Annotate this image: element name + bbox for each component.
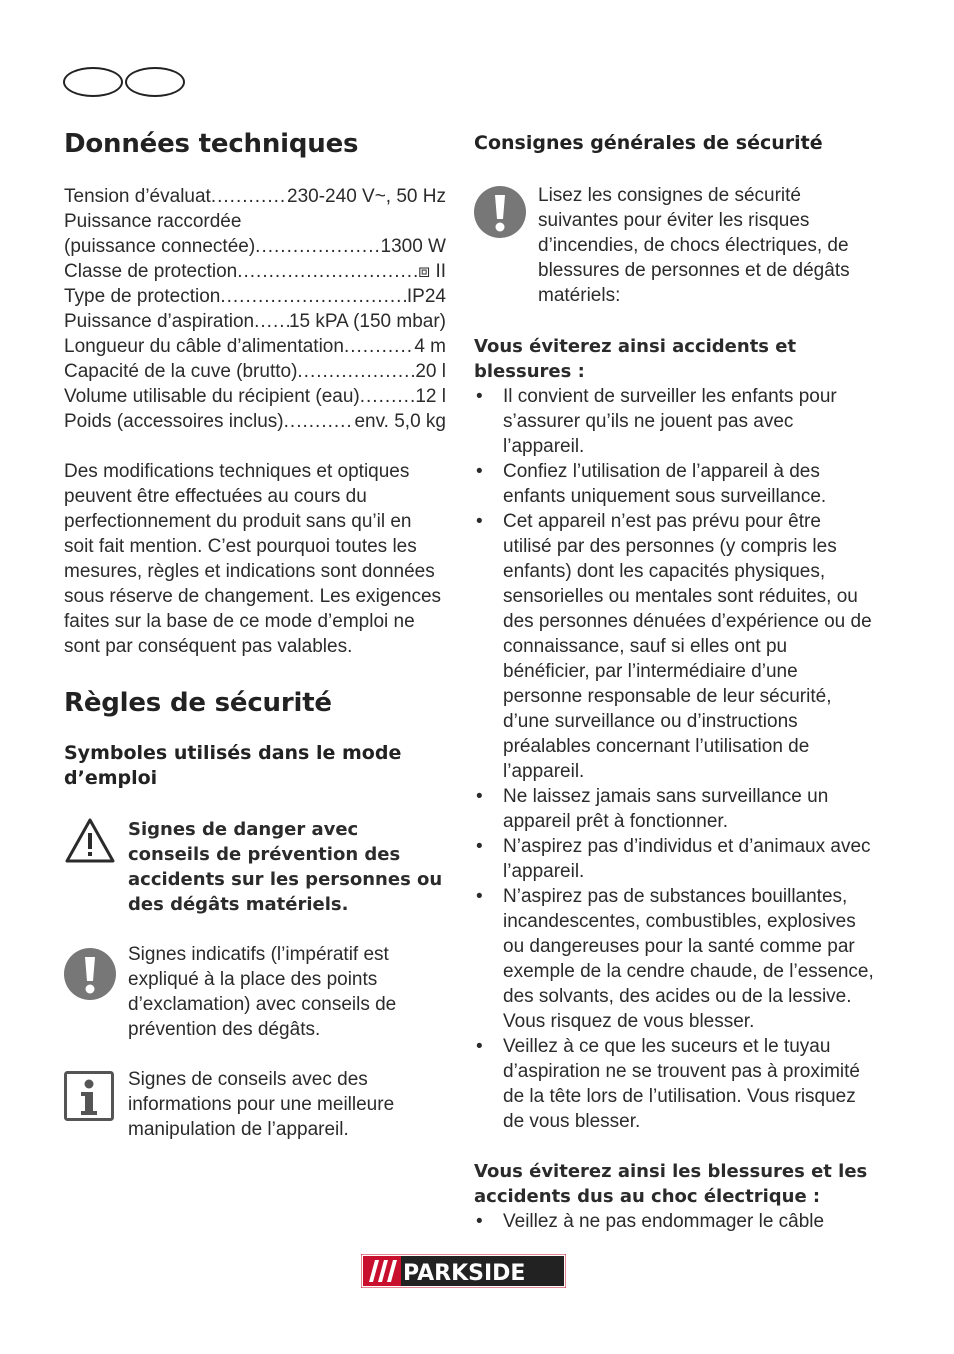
- list-item: • Veillez à ce que les suceurs et le tuyau d’aspiration ne se trouvent pas à proximité de la tête lors de l’utilisation. Vous risquez de vous blesser.: [474, 1034, 874, 1134]
- language-ovals: [63, 67, 189, 99]
- accidents-heading: Vous éviterez ainsi accidents et blessures :: [474, 336, 797, 382]
- symbol-item-indicative: [64, 942, 446, 1042]
- list-item: • Confiez l’utilisation de l’appareil à des enfants uniquement sous surveillance.: [474, 459, 874, 509]
- info-box-icon: [64, 1067, 128, 1130]
- language-oval-right: [125, 67, 185, 97]
- electric-list: [474, 1209, 874, 1234]
- safety-rules-title: Règles de sécurité: [64, 688, 332, 718]
- left-column: [64, 128, 446, 1142]
- list-item: • N’aspirez pas de substances bouillantes, incandescentes, combustibles, explosives ou dangereuses pour la santé comme par exemple de la cendre chaude, de l’essence, des solvants, des acides ou de la lessive. Vous risquez de vous blesser.: [474, 884, 874, 1034]
- spec-row-protection-type: Type de protection ..... IP24: [64, 284, 446, 309]
- symbol-info-text: Signes de conseils avec des informations pour une meilleure manipulation de l’appareil.: [128, 1069, 395, 1140]
- exclamation-circle-icon: [474, 183, 538, 245]
- accidents-list: [474, 384, 874, 1134]
- spec-row-tank-capacity: Capacité de la cuve (brutto) ..... 20 l: [64, 359, 446, 384]
- spec-row-suction: Puissance d’aspiration ..... 15 kPA (150 mbar): [64, 309, 446, 334]
- spec-row-usable-volume: Volume utilisable du récipient (eau) ..... 12 l: [64, 384, 446, 409]
- spec-row-protection-class: Classe de protection ..... ⧈ II: [64, 259, 446, 284]
- exclamation-circle-icon: [64, 942, 128, 1007]
- spec-row-weight: Poids (accessoires inclus) ..... env. 5,0 kg: [64, 409, 446, 434]
- spec-row-power: (puissance connectée) ..... 1300 W: [64, 234, 446, 259]
- right-column: [474, 131, 874, 1234]
- symbol-item-info: [64, 1067, 446, 1142]
- spec-row-power-label: Puissance raccordée: [64, 211, 242, 232]
- symbol-indicative-text: Signes indicatifs (l’impératif est expliqué à la place des points d’exclamation) avec conseils de prévention des dégâts.: [128, 944, 397, 1040]
- modifications-paragraph: Des modifications techniques et optiques peuvent être effectuées au cours du perfectionnement du produit sans qu’il en soit fait mention. C’est pourquoi toutes les mesures, règles et indications sont données sous réserve de changement. Les exigences faites sur la base de ce mode d’emploi ne sont par conséquent pas valables.: [64, 461, 442, 657]
- warning-triangle-icon: [64, 817, 128, 872]
- language-oval-left: [63, 67, 123, 97]
- parkside-logo: [361, 1254, 566, 1288]
- technical-data-title: Données techniques: [64, 129, 359, 159]
- list-item: • Il convient de surveiller les enfants pour s’assurer qu’ils ne jouent pas avec l’appareil.: [474, 384, 874, 459]
- general-safety-heading: Consignes générales de sécurité: [474, 132, 823, 154]
- brand-text: PARKSIDE: [403, 1261, 526, 1286]
- intro-block: [474, 183, 874, 308]
- spec-row-voltage: Tension d’évaluat ..... 230-240 V~, 50 Hz: [64, 184, 446, 209]
- list-item: • Cet appareil n’est pas prévu pour être utilisé par des personnes (y compris les enfants) dont les capacités physiques, sensorielles ou mentales sont réduites, ou des personnes dénuées d’expérience ou de connaissance, sauf si elles ont pu bénéficier, par l’intermédiaire d’une personne responsable de leur sécurité, d’une surveillance ou d’instructions préalables concernant l’utilisation de l’appareil.: [474, 509, 874, 784]
- symbol-item-danger: [64, 817, 446, 917]
- list-item: • Veillez à ne pas endommager le câble: [474, 1209, 874, 1234]
- intro-text: Lisez les consignes de sécurité suivantes pour éviter les risques d’incendies, de chocs électriques, de blessures de personnes et de dégâts matériels:: [538, 185, 850, 306]
- symbol-danger-text: Signes de danger avec conseils de prévention des accidents sur les personnes ou des dégâts matériels.: [128, 819, 443, 915]
- list-item: • Ne laissez jamais sans surveillance un appareil prêt à fonctionner.: [474, 784, 874, 834]
- electric-heading: Vous éviterez ainsi les blessures et les accidents dus au choc électrique :: [474, 1161, 868, 1207]
- spec-row-cable-length: Longueur du câble d’alimentation ..... 4 m: [64, 334, 446, 359]
- list-item: • N’aspirez pas d’individus et d’animaux avec l’appareil.: [474, 834, 874, 884]
- spec-list: [64, 184, 446, 434]
- symbols-heading: Symboles utilisés dans le mode d’emploi: [64, 742, 402, 789]
